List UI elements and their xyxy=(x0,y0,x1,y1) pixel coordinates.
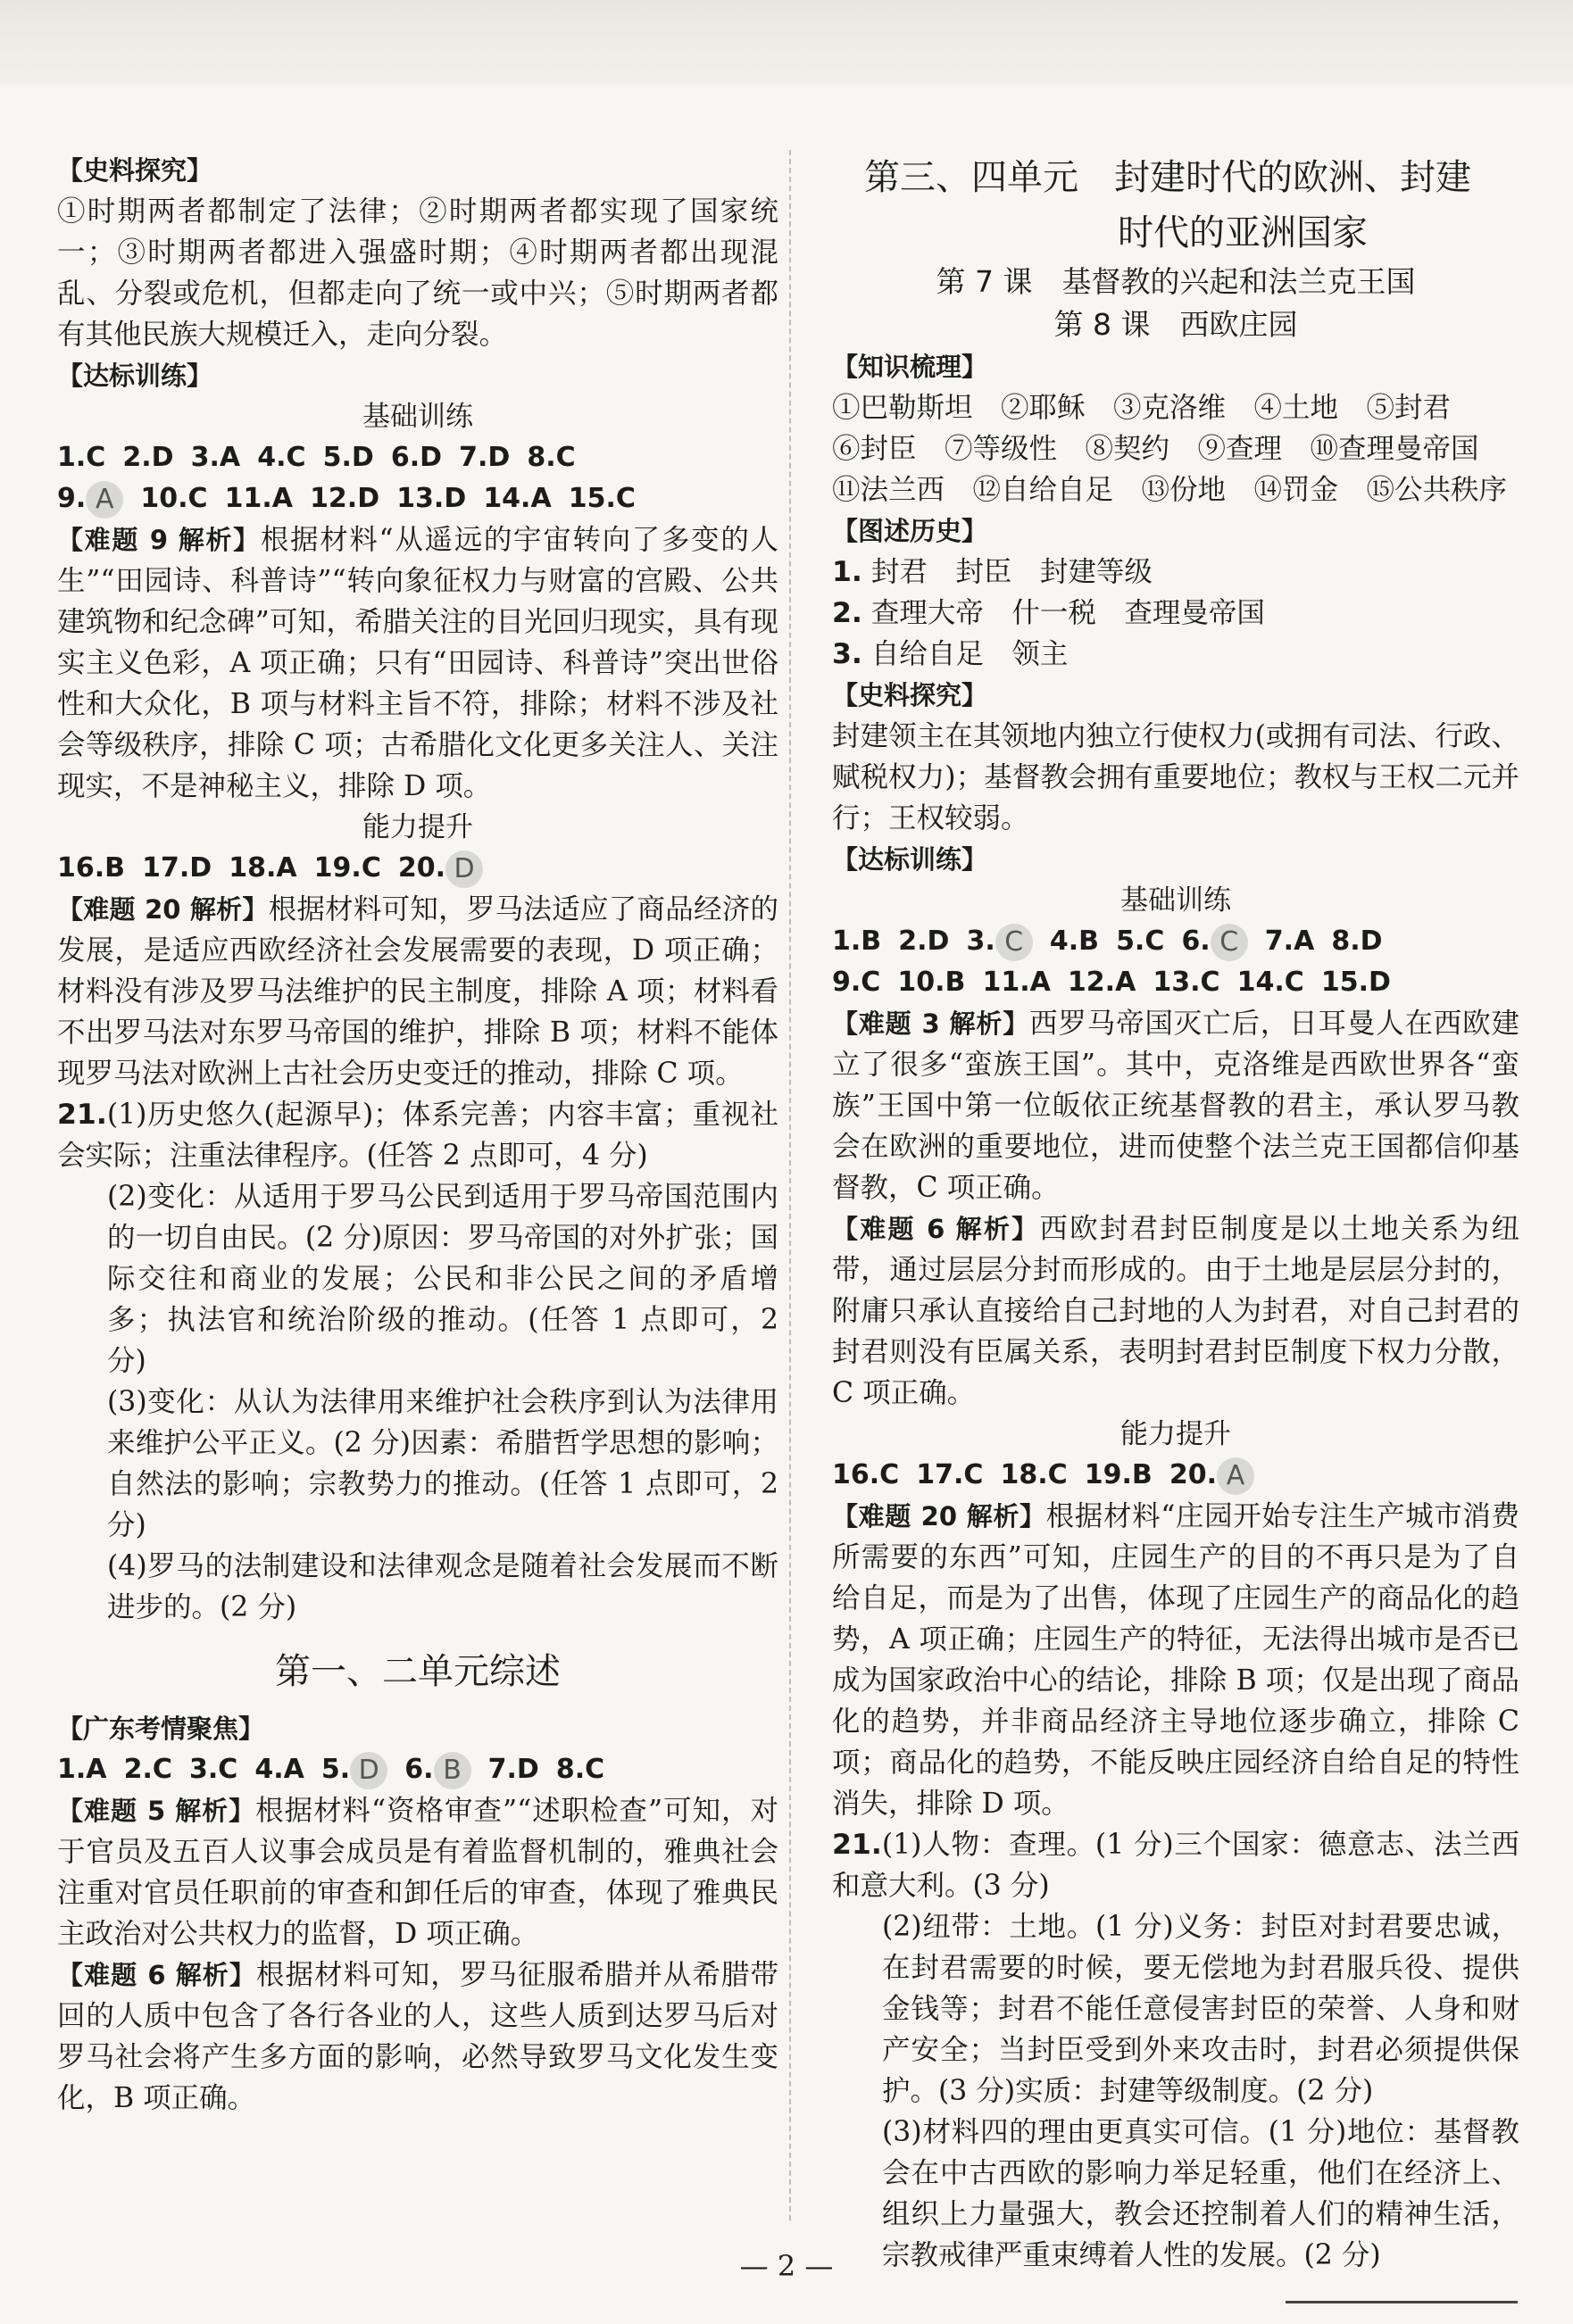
column-divider xyxy=(789,150,791,2220)
analysis-q6: 【难题 6 解析】根据材料可知，罗马征服希腊并从希腊带回的人质中包含了各行各业的人，这些人质到达罗马后对罗马社会将产生多方面的影响，必然导致罗马文化发生变化，B 项正确。 xyxy=(57,1959,778,2114)
right-column xyxy=(832,150,1519,2276)
q21-answer: 21.(1)人物：查理。(1 分)三个国家：德意志、法兰西和意大利。(3 分) xyxy=(832,1829,1519,1902)
section-tag-source-inquiry: 【史料探究】 xyxy=(832,680,988,710)
q21-part: (3)变化：从认为法律用来维护社会秩序到认为法律用来维护公平正义。(2 分)因素：希腊哲学思想的影响；自然法的影响；宗教势力的推动。(任答 1 点即可，2 分) xyxy=(107,1386,778,1541)
knowledge-line: ⑪法兰西 ⑫自给自足 ⑬份地 ⑭罚金 ⑮公共秩序 xyxy=(832,474,1508,506)
answer-mark: C xyxy=(995,924,1033,961)
answer-mark: D xyxy=(445,851,483,888)
ability-title: 能力提升 xyxy=(362,811,473,843)
basic-training-title: 基础训练 xyxy=(362,401,473,433)
ability-title: 能力提升 xyxy=(1120,1418,1231,1450)
answer-mark: A xyxy=(1217,1457,1254,1495)
analysis-q20: 【难题 20 解析】根据材料可知，罗马法适应了商品经济的发展，是适应西欧经济社会发展需要的表现，D 项正确；材料没有涉及罗马法维护的民主制度，排除 A 项；材料看不出罗马法对东罗马帝国的维护，排除 B 项；材料不能体现罗马法对欧洲上古社会历史变迁的推动，排除 C 项。 xyxy=(57,893,778,1090)
q21-part: (2)变化：从适用于罗马公民到适用于罗马帝国范围内的一切自由民。(2 分)原因：罗马帝国的对外扩张；国际交往和商业的发展；公民和非公民之间的矛盾增多；执法官和统治阶级的推动。(任答 1 点即可，2 分) xyxy=(107,1181,778,1377)
answer-row: 16.C 17.C 18.C 19.B 20. A xyxy=(832,1455,1519,1496)
answer-row: 16.B 17.D 18.A 19.C 20. D xyxy=(57,848,778,889)
basic-training-title: 基础训练 xyxy=(1120,884,1231,917)
left-column xyxy=(57,150,778,2119)
summary-title: 第一、二单元综述 xyxy=(275,1651,561,1692)
page-number: — 2 — xyxy=(739,2249,834,2283)
section-tag-knowledge: 【知识梳理】 xyxy=(832,352,988,382)
lesson-8-title: 第 8 课 西欧庄园 xyxy=(1053,307,1298,342)
answer-row: 1.A 2.C 3.C 4.A 5. D 6. B 7.D 8.C xyxy=(57,1749,778,1790)
answer-row: 9.C 10.B 11.A 12.A 13.C 14.C 15.D xyxy=(832,967,1391,998)
knowledge-line: ①巴勒斯坦 ②耶稣 ③克洛维 ④土地 ⑤封君 xyxy=(832,392,1452,424)
section-tag-source-inquiry: 【史料探究】 xyxy=(57,155,213,186)
analysis-q9: 【难题 9 解析】根据材料“从遥远的宇宙转向了多变的人生”“田园诗、科普诗”“转向象征权力与财富的宫殿、公共建筑物和纪念碑”可知，希腊关注的目光回归现实，具有现实主义色彩，A 项正确；只有“田园诗、科普诗”突出世俗性和大众化，B 项与材料主旨不符，排除；材料不涉及社会等级秩序，排除 C 项；古希腊化文化更多关注人、关注现实，不是神秘主义，排除 D 项。 xyxy=(57,524,779,802)
unit-title-line1: 第三、四单元 封建时代的欧洲、封建 xyxy=(864,157,1471,198)
answer-mark: A xyxy=(86,481,123,519)
analysis-q5: 【难题 5 解析】根据材料“资格审查”“述职检查”可知，对于官员及五百人议事会成员是有着监督机制的，雅典社会注重对官员任职前的审查和卸任后的审查，体现了雅典民主政治对公共权力的监督，D 项正确。 xyxy=(57,1795,779,1950)
source-inquiry-text: 封建领主在其领地内独立行使权力(或拥有司法、行政、赋税权力)；基督教会拥有重要地位；教权与王权二元并行；王权较弱。 xyxy=(832,720,1519,834)
lesson-7-title: 第 7 课 基督教的兴起和法兰克王国 xyxy=(936,264,1416,299)
answer-row: 1.C 2.D 3.A 4.C 5.D 6.D 7.D 8.C xyxy=(57,442,576,473)
knowledge-line: ⑥封臣 ⑦等级性 ⑧契约 ⑨查理 ⑩查理曼帝国 xyxy=(832,433,1479,465)
q21-part: (3)材料四的理由更真实可信。(1 分)地位：基督教会在中古西欧的影响力举足轻重，他们在经济上、组织上力量强大，教会还控制着人们的精神生活，宗教戒律严重束缚着人性的发展。(2 分) xyxy=(882,2116,1519,2271)
analysis-q6: 【难题 6 解析】西欧封君封臣制度是以土地关系为纽带，通过层层分封而形成的。由于土地是层层分封的，附庸只承认直接给自己封地的人为封君，对自己封君的封君则没有臣属关系，表明封君封臣制度下权力分散，C 项正确。 xyxy=(832,1213,1519,1409)
footer-rule xyxy=(1286,2301,1518,2303)
analysis-q3: 【难题 3 解析】西罗马帝国灭亡后，日耳曼人在西欧建立了很多“蛮族王国”。其中，克洛维是西欧世界各“蛮族”王国中第一位皈依正统基督教的君主，承认罗马教会在欧洲的重要地位，进而使整个法兰克王国都信仰基督教，C 项正确。 xyxy=(832,1008,1519,1204)
answer-mark: B xyxy=(434,1752,471,1789)
section-tag-training: 【达标训练】 xyxy=(57,361,213,391)
scan-top-band xyxy=(0,0,1573,85)
answer-mark: D xyxy=(350,1752,387,1789)
picture-history-item: 2. 查理大帝 什一税 查理曼帝国 xyxy=(832,597,1265,629)
section-tag-training: 【达标训练】 xyxy=(832,844,988,875)
section-tag-guangdong: 【广东考情聚焦】 xyxy=(57,1714,265,1744)
answer-row: 9. A 10.C 11.A 12.D 13.D 14.A 15.C xyxy=(57,478,778,519)
picture-history-item: 1. 封君 封臣 封建等级 xyxy=(832,556,1153,588)
q21-part: (2)纽带：土地。(1 分)义务：封臣对封君要忠诚，在封君需要的时候，要无偿地为封君服兵役、提供金钱等；封君不能任意侵害封臣的荣誉、人身和财产安全；当封臣受到外来攻击时，封君必须提供保护。(3 分)实质：封建等级制度。(2 分) xyxy=(882,1911,1519,2107)
unit-title-line2: 时代的亚洲国家 xyxy=(1118,212,1368,253)
q21-part: (4)罗马的法制建设和法律观念是随着社会发展而不断进步的。(2 分) xyxy=(107,1550,778,1623)
source-inquiry-text: ①时期两者都制定了法律；②时期两者都实现了国家统一；③时期两者都进入强盛时期；④时期两者都出现混乱、分裂或危机，但都走向了统一或中兴；⑤时期两者都有其他民族大规模迁入，走向分裂。 xyxy=(57,195,778,351)
picture-history-item: 3. 自给自足 领主 xyxy=(832,638,1069,670)
section-tag-picture-history: 【图述历史】 xyxy=(832,516,988,546)
answer-row: 1.B 2.D 3. C 4.B 5.C 6. C 7.A 8.D xyxy=(832,921,1519,962)
answer-mark: C xyxy=(1211,924,1248,961)
analysis-q20: 【难题 20 解析】根据材料“庄园开始专注生产城市消费所需要的东西”可知，庄园生产的目的不再只是为了自给自足，而是为了出售，体现了庄园生产的商品化的趋势，A 项正确；庄园生产的特征，无法得出城市是否已成为国家政治中心的结论，排除 B 项；仅是出现了商品化的趋势，并非商品经济主导地位逐步确立，排除 C 项；商品化的趋势，不能反映庄园经济自给自足的特性消失，排除 D 项。 xyxy=(832,1500,1519,1820)
q21-answer: 21.(1)历史悠久(起源早)；体系完善；内容丰富；重视社会实际；注重法律程序。(任答 2 点即可，4 分) xyxy=(57,1099,778,1172)
